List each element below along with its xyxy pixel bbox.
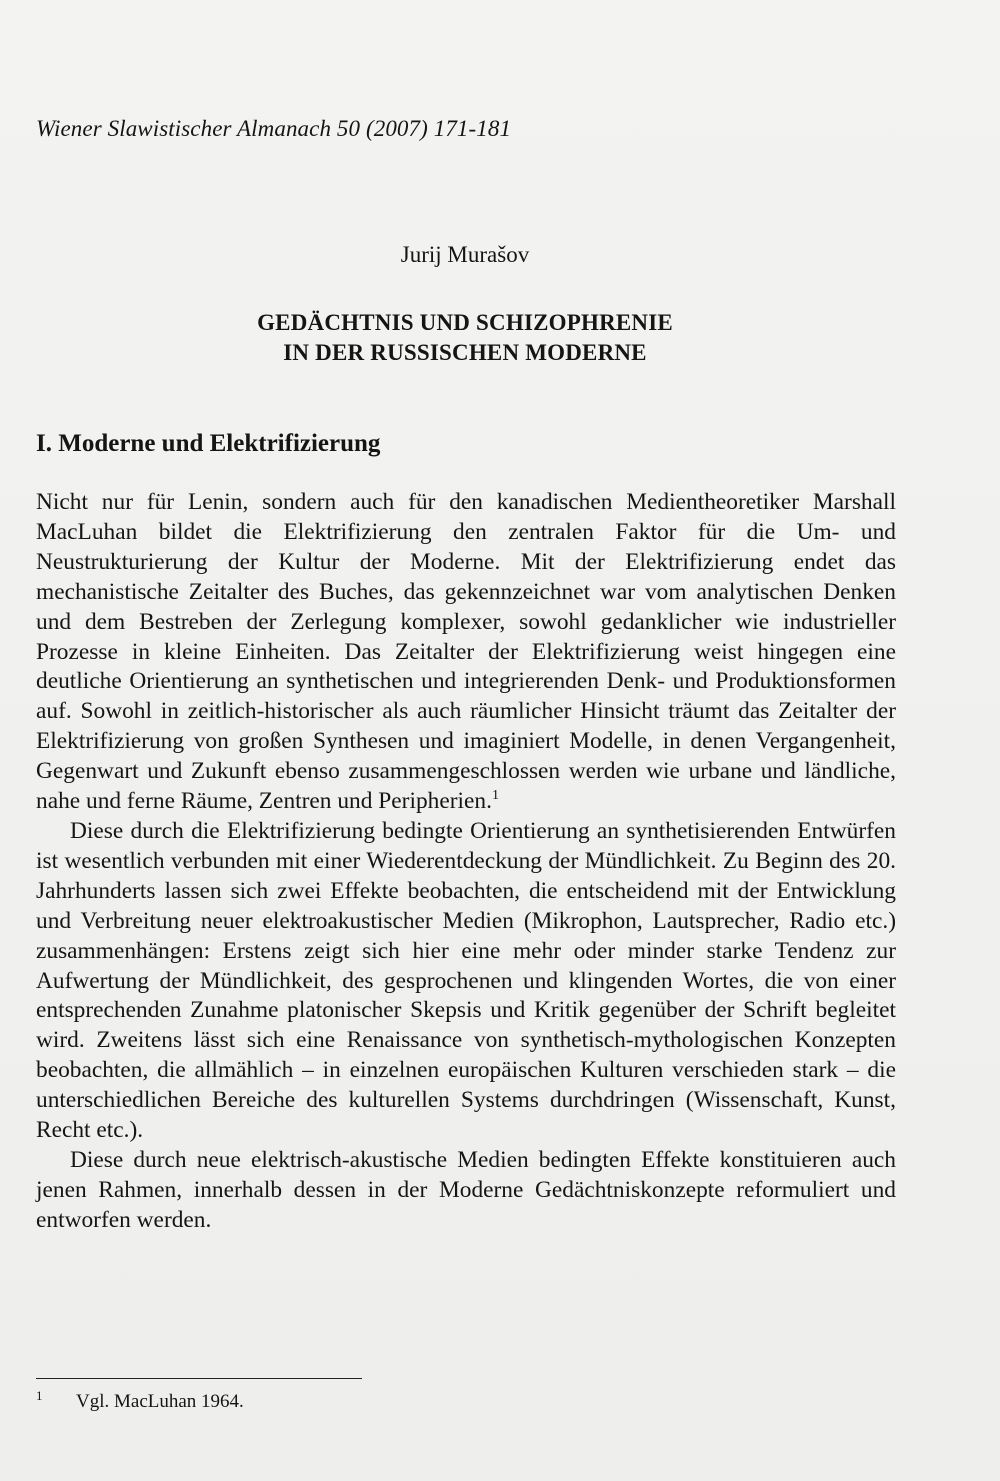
paragraph-1 (36, 488, 896, 817)
journal-citation: Wiener Slawistischer Almanach 50 (2007) 171-181 (36, 116, 512, 141)
paragraph-3: Diese durch neue elektrisch-akustische Medien bedingten Effekte konstituieren auch jenen Rahmen, innerhalb dessen in der Moderne Gedächtniskonzepte reformuliert und entworfen werden. (36, 1146, 896, 1233)
title-line-1: GEDÄCHTNIS UND SCHIZOPHRENIE (257, 310, 673, 335)
body-text (36, 488, 896, 1236)
footnote-text: Vgl. MacLuhan 1964. (76, 1391, 244, 1412)
footnote-number: 1 (36, 1388, 43, 1403)
footnote-item (36, 1388, 244, 1413)
title-line-2: IN DER RUSSISCHEN MODERNE (283, 340, 647, 365)
section-heading: I. Moderne und Elektrifizierung (36, 430, 381, 457)
paragraph-2: Diese durch die Elektrifizierung bedingte Orientierung an synthetisierenden Entwürfen ist wesentlich verbunden mit einer Wiederentdeckung der Mündlichkeit. Zu Beginn des 20. Jahrhunderts lassen sich zwei Effekte beobachten, die entscheidend mit der Entwicklung und Verbreitung neuer elektroakustischer Medien (Mikrophon, Lautsprecher, Radio etc.) zusammenhängen: Erstens zeigt sich hier eine mehr oder minder starke Tendenz zur Aufwertung der Mündlichkeit, des gesprochenen und klingenden Wortes, die von einer entsprechenden Zunahme platonischer Skepsis und Kritik gegenüber der Schrift begleitet wird. Zweitens lässt sich eine Renaissance von synthetisch-mythologischen Konzepten beobachten, die allmählich – in einzelnen europäischen Kulturen verschieden stark – die unterschiedlichen Bereiche des kulturellen Systems durchdringen (Wissenschaft, Kunst, Recht etc.). (36, 817, 896, 1144)
paragraph-1-text: Nicht nur für Lenin, sondern auch für den kanadischen Medientheoretiker Marshall MacLuhan bildet die Elektrifizierung den zentralen Faktor für die Um- und Neustrukturierung der Kultur der Moderne. Mit der Elektrifizierung endet das mechanistische Zeitalter des Buches, das gekennzeichnet war vom analytischen Denken und dem Bestreben der Zerlegung komplexer, sowohl gedanklicher wie industrieller Prozesse in kleine Einheiten. Das Zeitalter der Elektrifizierung weist hingegen eine deutliche Orientierung an synthetischen und integrierenden Denk- und Produktionsformen auf. Sowohl in zeitlich-historischer als auch räumlicher Hinsicht träumt das Zeitalter der Elektrifizierung von großen Synthesen und imaginiert Modelle, in denen Vergangenheit, Gegenwart und Zukunft ebenso zusammengeschlossen werden wie urbane und ländliche, nahe und ferne Räume, Zentren und Peripherien. (36, 489, 896, 815)
author-name: Jurij Murašov (400, 242, 530, 267)
footnote-reference[interactable]: 1 (491, 788, 499, 804)
footnote-divider (36, 1378, 362, 1379)
article-title (0, 308, 930, 368)
